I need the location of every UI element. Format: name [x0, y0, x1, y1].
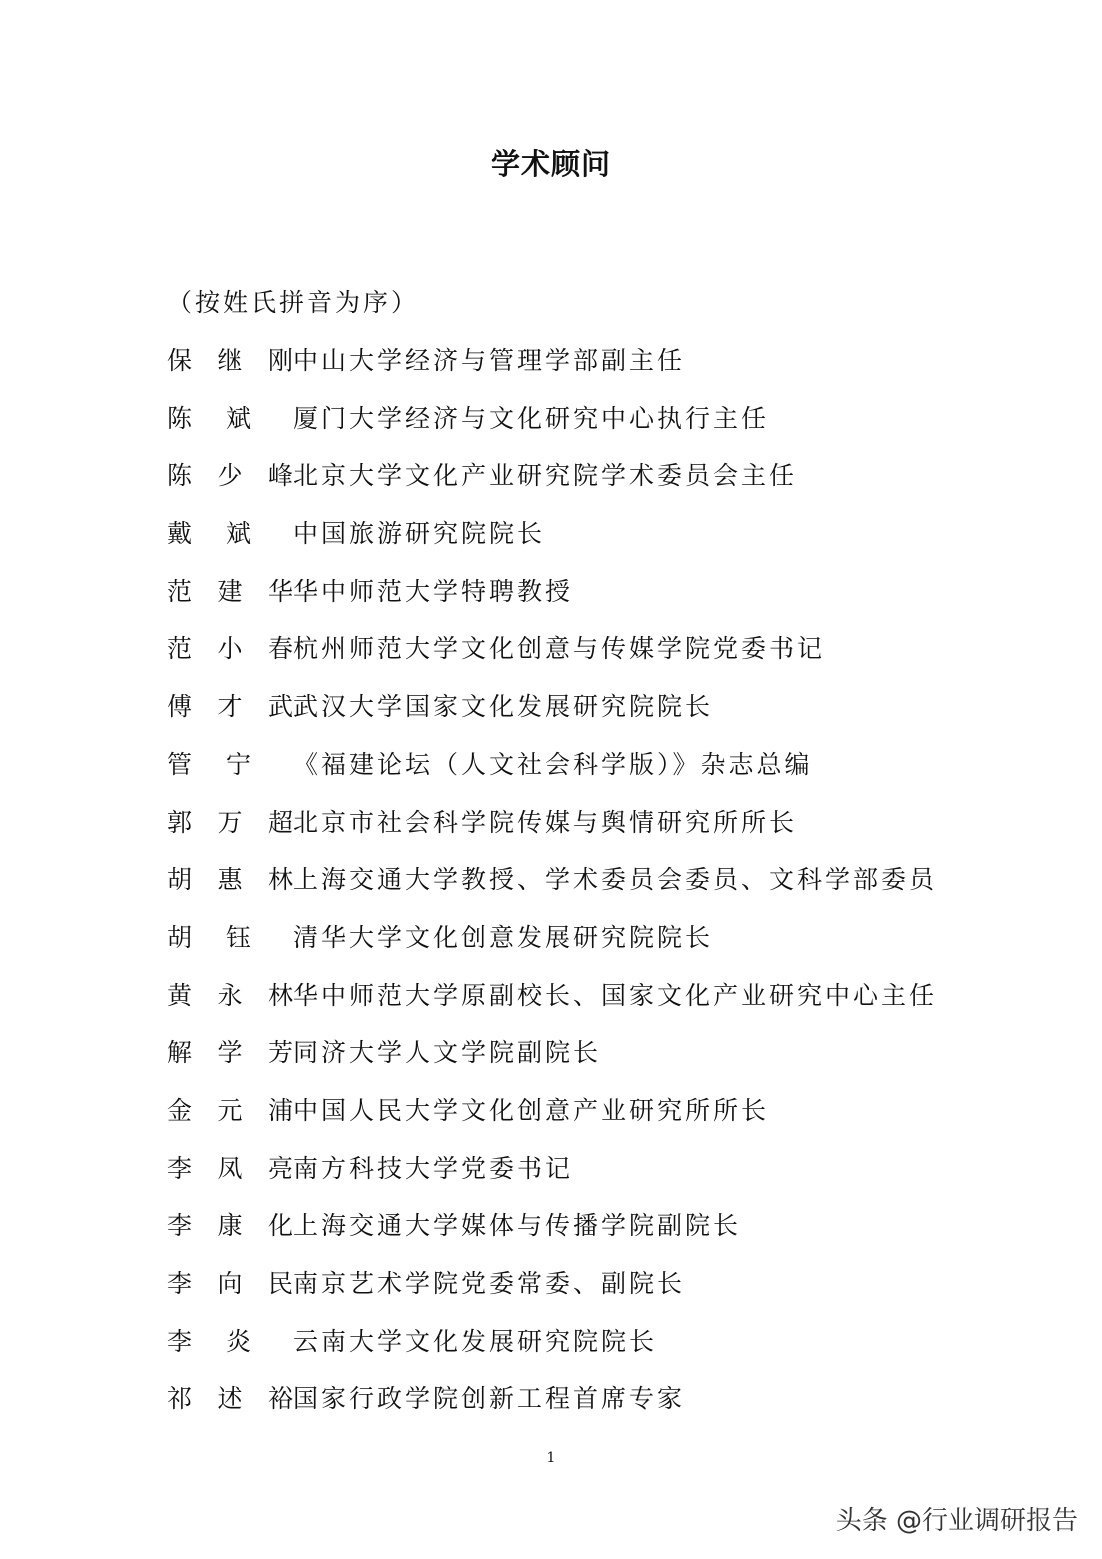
advisor-entry [167, 572, 937, 630]
advisor-name: 陈 斌 [167, 403, 251, 433]
advisor-role: 北京大学文化产业研究院学术委员会主任 [293, 461, 798, 491]
ordering-note: （按姓氏拼音为序） [167, 288, 420, 317]
advisor-name: 解学芳 [167, 1038, 293, 1068]
advisor-entry [167, 687, 937, 745]
advisor-name: 李康化 [167, 1211, 293, 1241]
advisor-role: 中国旅游研究院院长 [293, 519, 546, 549]
advisor-name: 胡 钰 [167, 922, 251, 952]
advisor-entry [167, 1033, 937, 1091]
advisor-name: 陈少峰 [167, 461, 293, 491]
advisor-entry [167, 976, 937, 1034]
advisor-role: 上海交通大学教授、学术委员会委员、文科学部委员 [293, 865, 938, 895]
advisor-name: 祁述裕 [167, 1384, 293, 1414]
advisor-name: 金元浦 [167, 1095, 293, 1125]
page-title: 学术顾问 [490, 147, 611, 181]
advisor-entry [167, 341, 937, 399]
advisor-entry [167, 629, 937, 687]
advisor-role: 《福建论坛（人文社会科学版）》杂志总编 [293, 749, 813, 779]
advisor-entry [167, 1206, 937, 1264]
advisor-entry [167, 1091, 937, 1149]
advisor-entry [167, 514, 937, 572]
advisor-role: 国家行政学院创新工程首席专家 [293, 1384, 686, 1414]
advisor-role: 杭州师范大学文化创意与传媒学院党委书记 [293, 634, 826, 664]
advisor-entry [167, 1149, 937, 1207]
advisor-entry [167, 745, 937, 803]
advisor-name: 范小春 [167, 634, 293, 664]
advisor-name: 李凤亮 [167, 1153, 293, 1183]
advisor-name: 范建华 [167, 576, 293, 606]
advisor-entry [167, 918, 937, 976]
advisor-entry [167, 803, 937, 861]
advisor-name: 戴 斌 [167, 519, 251, 549]
advisor-name: 保继刚 [167, 346, 293, 375]
advisor-role: 中山大学经济与管理学部副主任 [293, 346, 686, 375]
advisor-role: 南方科技大学党委书记 [293, 1153, 574, 1183]
advisor-role: 云南大学文化发展研究院院长 [293, 1326, 658, 1356]
advisor-list [167, 341, 937, 1437]
advisor-role: 上海交通大学媒体与传播学院副院长 [293, 1211, 742, 1241]
advisor-entry [167, 1264, 937, 1322]
advisor-role: 清华大学文化创意发展研究院院长 [293, 922, 714, 952]
advisor-entry [167, 456, 937, 514]
advisor-role: 武汉大学国家文化发展研究院院长 [293, 692, 714, 722]
advisor-entry [167, 1322, 937, 1380]
advisor-entry [167, 399, 937, 457]
advisor-role: 厦门大学经济与文化研究中心执行主任 [293, 403, 770, 433]
advisor-role: 南京艺术学院党委常委、副院长 [293, 1269, 686, 1298]
advisor-role: 北京市社会科学院传媒与舆情研究所所长 [293, 807, 798, 837]
advisor-role: 华中师范大学原副校长、国家文化产业研究中心主任 [293, 980, 938, 1010]
advisor-name: 李向民 [167, 1269, 293, 1298]
page-number: 1 [546, 1450, 556, 1466]
advisor-name: 管 宁 [167, 749, 251, 779]
advisor-entry [167, 1379, 937, 1437]
advisor-name: 胡惠林 [167, 865, 293, 895]
watermark: 头条 @行业调研报告 [835, 1506, 1078, 1536]
advisor-name: 傅才武 [167, 692, 293, 722]
advisor-name: 黄永林 [167, 980, 293, 1010]
advisor-name: 郭万超 [167, 807, 293, 837]
advisor-name: 李 炎 [167, 1326, 251, 1356]
advisor-role: 华中师范大学特聘教授 [293, 576, 574, 606]
advisor-role: 中国人民大学文化创意产业研究所所长 [293, 1095, 770, 1125]
advisor-role: 同济大学人文学院副院长 [293, 1038, 602, 1068]
advisor-entry [167, 860, 937, 918]
